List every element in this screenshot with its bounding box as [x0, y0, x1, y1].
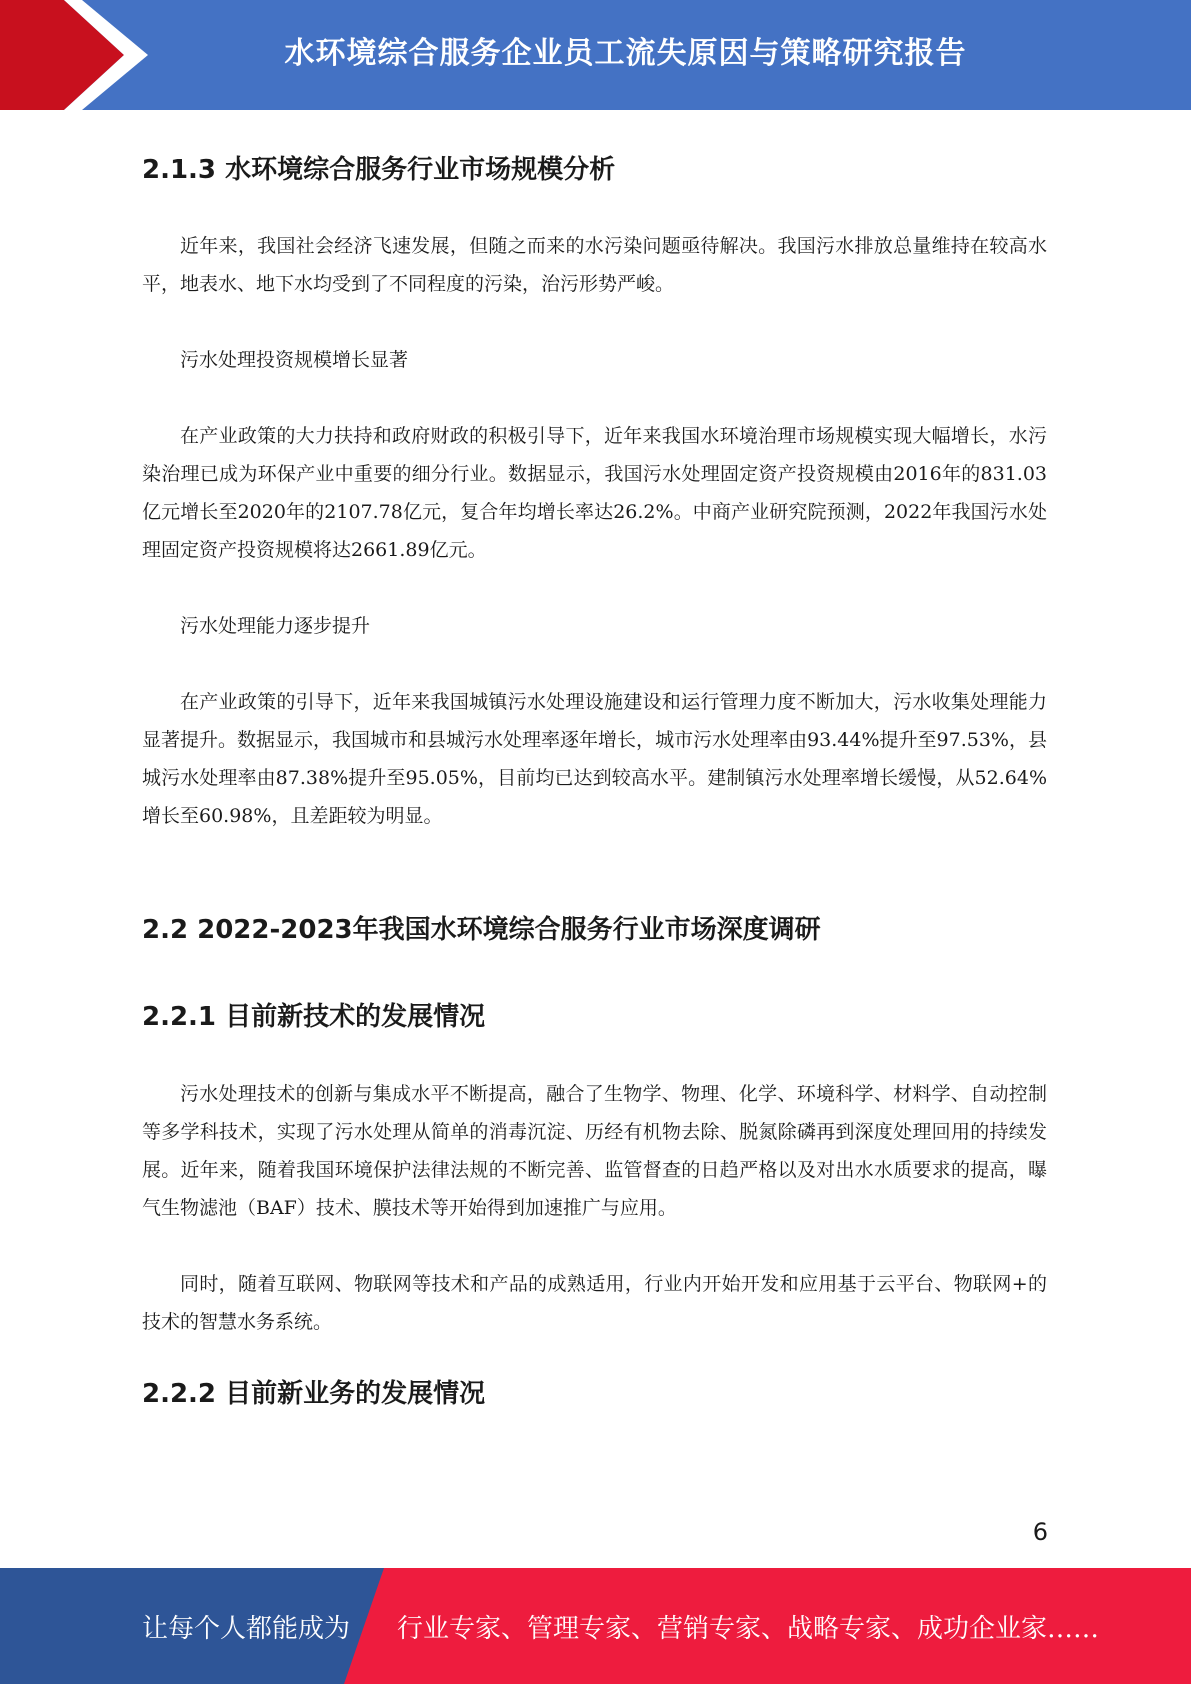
document-body: [142, 150, 1047, 1414]
paragraph: 在产业政策的引导下，近年来我国城镇污水处理设施建设和运行管理力度不断加大，污水收集处理能力显著提升。数据显示，我国城市和县城污水处理率逐年增长，城市污水处理率由93.44%提升至97.53%，县城污水处理率由87.38%提升至95.05%，目前均已达到较高水平。建制镇污水处理率增长缓慢，从52.64%增长至60.98%，且差距较为明显。: [142, 691, 1047, 827]
subheading: 污水处理投资规模增长显著: [180, 349, 409, 371]
paragraph: 在产业政策的大力扶持和政府财政的积极引导下，近年来我国水环境治理市场规模实现大幅增长，水污染治理已成为环保产业中重要的细分行业。数据显示，我国污水处理固定资产投资规模由2016年的831.03亿元增长至2020年的2107.78亿元，复合年均增长率达26.2%。中商产业研究院预测，2022年我国污水处理固定资产投资规模将达2661.89亿元。: [142, 425, 1047, 561]
page-header: [0, 0, 1191, 110]
heading-2-1-3: 2.1.3 水环境综合服务行业市场规模分析: [142, 155, 616, 185]
heading-2-2-1: 2.2.1 目前新技术的发展情况: [142, 1002, 486, 1032]
paragraph: 污水处理技术的创新与集成水平不断提高，融合了生物学、物理、化学、环境科学、材料学、自动控制等多学科技术，实现了污水处理从简单的消毒沉淀、历经有机物去除、脱氮除磷再到深度处理回用的持续发展。近年来，随着我国环境保护法律法规的不断完善、监管督查的日趋严格以及对出水水质要求的提高，曝气生物滤池（BAF）技术、膜技术等开始得到加速推广与应用。: [142, 1083, 1047, 1219]
heading-2-2: 2.2 2022-2023年我国水环境综合服务行业市场深度调研: [142, 915, 821, 945]
paragraph: 近年来，我国社会经济飞速发展，但随之而来的水污染问题亟待解决。我国污水排放总量维持在较高水平，地表水、地下水均受到了不同程度的污染，治污形势严峻。: [142, 235, 1047, 295]
subheading: 污水处理能力逐步提升: [180, 615, 371, 637]
footer-slogan-right: 行业专家、管理专家、营销专家、战略专家、成功企业家……: [397, 1613, 1100, 1644]
heading-2-2-2: 2.2.2 目前新业务的发展情况: [142, 1379, 486, 1409]
page-footer: [0, 1568, 1191, 1684]
header-title: 水环境综合服务企业员工流失原因与策略研究报告: [284, 36, 967, 71]
footer-slogan-left: 让每个人都能成为: [142, 1613, 351, 1644]
page-number: 6: [1032, 1518, 1048, 1546]
paragraph: 同时，随着互联网、物联网等技术和产品的成熟适用，行业内开始开发和应用基于云平台、物联网+的技术的智慧水务系统。: [142, 1273, 1047, 1333]
